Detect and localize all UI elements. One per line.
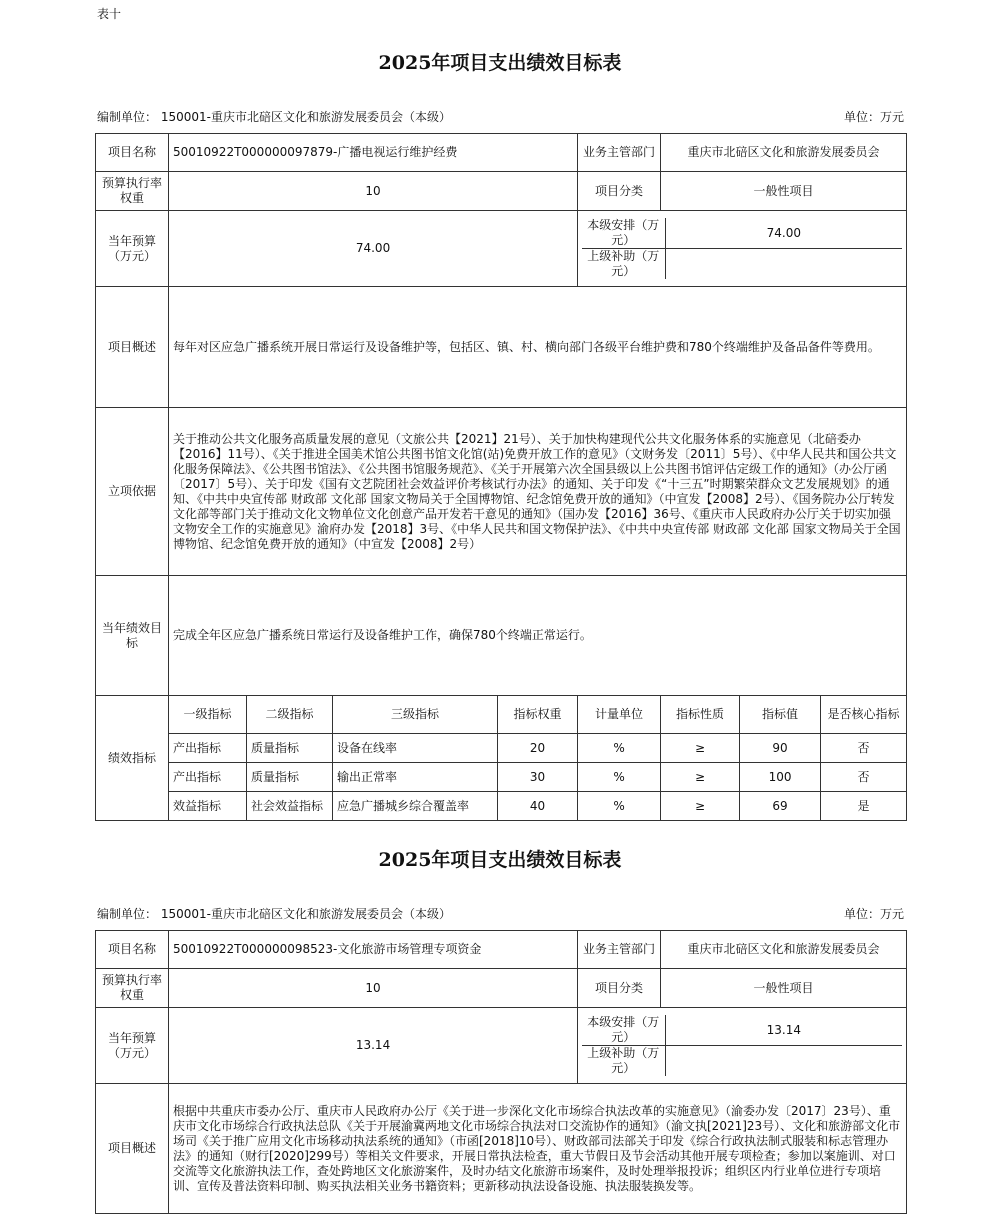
unit-text: 单位：万元 — [843, 907, 904, 921]
overview-text: 每年对区应急广播系统开展日常运行及设备维护等，包括区、镇、村、横向部门各级平台维护费和780个终端维护及备品备件等费用。 — [169, 287, 907, 408]
org-value: 150001-重庆市北碚区文化和旅游发展委员会（本级） — [160, 110, 451, 124]
category-value: 一般性项目 — [661, 969, 907, 1008]
indicator-header: 指标性质 — [661, 696, 740, 734]
indicator-cell: 否 — [821, 734, 907, 763]
indicator-header: 计量单位 — [578, 696, 661, 734]
label-upper: 上级补助（万元） — [582, 249, 665, 280]
org-value: 150001-重庆市北碚区文化和旅游发展委员会（本级） — [160, 907, 451, 921]
overview-text: 根据中共重庆市委办公厅、重庆市人民政府办公厅《关于进一步深化文化市场综合执法改革的实施意见》（渝委办发〔2017〕23号）、重庆市文化市场综合行政执法总队《关于开展渝冀两地文化市场综合执法对口交流协作的通知》（渝文执[2021]23号）、文化和旅游部文化市场司《关于推广应用文化市场移动执法系统的通知》（市函[2018]10号）、财政部司法部关于印发《综合行政执法制式服装和标志管理办法》的通知（财行[2020]299号）等相关文件要求，开展日常执法检查，重大节假日及节会活动其他开展专项检查；参加以案施训、对口交流等文化旅游执法工作，查处跨地区文化旅游案件，及时办结文化旅游市场案件，及时处理举报投诉；组织区内行业单位进行专项培训、宣传及普法资料印制、购买执法相关业务书籍资料；更新移动执法设备设施、执法服装换发等。 — [169, 1084, 907, 1214]
indicator-cell: 输出正常率 — [333, 763, 498, 792]
dept-value: 重庆市北碚区文化和旅游发展委员会 — [661, 134, 907, 172]
label-dept: 业务主管部门 — [578, 134, 661, 172]
meta-row — [97, 108, 904, 125]
label-weight: 预算执行率权重 — [96, 969, 169, 1008]
budget-upper — [665, 1046, 902, 1077]
indicator-cell: % — [578, 734, 661, 763]
label-goal: 当年绩效目标 — [96, 576, 169, 696]
indicator-cell: ≥ — [661, 763, 740, 792]
label-upper: 上级补助（万元） — [582, 1046, 665, 1077]
label-indicators: 绩效指标 — [96, 696, 169, 821]
label-category: 项目分类 — [578, 172, 661, 211]
indicator-cell: 效益指标 — [169, 792, 247, 821]
label-project-name: 项目名称 — [96, 931, 169, 969]
indicator-cell: 产出指标 — [169, 763, 247, 792]
performance-table-1 — [95, 133, 907, 821]
indicator-cell: 产出指标 — [169, 734, 247, 763]
indicator-cell: 社会效益指标 — [247, 792, 333, 821]
label-basis: 立项依据 — [96, 408, 169, 576]
budget-upper — [665, 249, 902, 280]
indicator-header: 二级指标 — [247, 696, 333, 734]
label-budget: 当年预算（万元） — [96, 1008, 169, 1084]
indicator-header: 指标权重 — [498, 696, 578, 734]
label-overview: 项目概述 — [96, 287, 169, 408]
indicator-cell: 质量指标 — [247, 734, 333, 763]
indicator-cell: % — [578, 763, 661, 792]
indicator-header: 指标值 — [740, 696, 821, 734]
project-name: 50010922T000000097879-广播电视运行维护经费 — [169, 134, 578, 172]
table-row — [96, 792, 907, 821]
indicator-header: 一级指标 — [169, 696, 247, 734]
indicator-cell: 40 — [498, 792, 578, 821]
indicator-cell: ≥ — [661, 792, 740, 821]
budget-local: 13.14 — [665, 1015, 902, 1046]
budget-breakdown — [578, 211, 907, 287]
page-title: 2025年项目支出绩效目标表 — [378, 52, 622, 74]
weight-value: 10 — [169, 969, 578, 1008]
indicator-cell: 20 — [498, 734, 578, 763]
basis-text: 关于推动公共文化服务高质量发展的意见（文旅公共【2021】21号）、关于加快构建现代公共文化服务体系的实施意见（北碚委办【2016】11号）、《关于推进全国美术馆公共图书馆文化馆(站)免费开放工作的意见》（文财务发〔2011〕5号）、《中华人民共和国公共文化服务保障法》、《公共图书馆法》、《公共图书馆服务规范》、《关于开展第六次全国县级以上公共图书馆评估定级工作的通知》（办公厅函〔2017〕5号）、关于印发《国有文艺院团社会效益评价考核试行办法》的通知、关于印发《“十三五”时期繁荣群众文艺发展规划》的通知、《中共中央宣传部 财政部 文化部 国家文物局关于全国博物馆、纪念馆免费开放的通知》（中宣发【2008】2号）、《国务院办公厅转发文化部等部门关于推动文化文物单位文化创意产品开发若干意见的通知》（国办发【2016】36号、《重庆市人民政府办公厅关于切实加强文物安全工作的实施意见》渝府办发【2018】3号、《中华人民共和国文物保护法》、《中共中央宣传部 财政部 文化部 国家文物局关于全国博物馆、纪念馆免费开放的通知》（中宣发【2008】2号） — [169, 408, 907, 576]
indicator-cell: 应急广播城乡综合覆盖率 — [333, 792, 498, 821]
label-budget: 当年预算（万元） — [96, 211, 169, 287]
budget-local: 74.00 — [665, 218, 902, 249]
budget-total: 13.14 — [169, 1008, 578, 1084]
label-overview: 项目概述 — [96, 1084, 169, 1214]
indicator-cell: 100 — [740, 763, 821, 792]
budget-total: 74.00 — [169, 211, 578, 287]
project-name: 50010922T000000098523-文化旅游市场管理专项资金 — [169, 931, 578, 969]
unit-text: 单位：万元 — [843, 110, 904, 124]
indicator-cell: 质量指标 — [247, 763, 333, 792]
indicator-cell: 69 — [740, 792, 821, 821]
category-value: 一般性项目 — [661, 172, 907, 211]
indicator-cell: 设备在线率 — [333, 734, 498, 763]
performance-table-2 — [95, 930, 907, 1214]
org-label: 编制单位： — [97, 110, 158, 124]
label-local: 本级安排（万元） — [582, 1015, 665, 1046]
indicator-cell: 90 — [740, 734, 821, 763]
label-category: 项目分类 — [578, 969, 661, 1008]
indicator-cell: 否 — [821, 763, 907, 792]
label-weight: 预算执行率权重 — [96, 172, 169, 211]
indicator-cell: % — [578, 792, 661, 821]
label-project-name: 项目名称 — [96, 134, 169, 172]
indicator-header: 是否核心指标 — [821, 696, 907, 734]
weight-value: 10 — [169, 172, 578, 211]
meta-row — [97, 905, 904, 922]
indicator-header: 三级指标 — [333, 696, 498, 734]
label-local: 本级安排（万元） — [582, 218, 665, 249]
label-dept: 业务主管部门 — [578, 931, 661, 969]
table-row — [96, 734, 907, 763]
page-title: 2025年项目支出绩效目标表 — [378, 849, 622, 871]
budget-breakdown — [578, 1008, 907, 1084]
table-row — [96, 763, 907, 792]
indicator-cell: 是 — [821, 792, 907, 821]
table-number-label: 表十 — [97, 7, 122, 21]
indicator-cell: ≥ — [661, 734, 740, 763]
indicator-cell: 30 — [498, 763, 578, 792]
org-label: 编制单位： — [97, 907, 158, 921]
goal-text: 完成全年区应急广播系统日常运行及设备维护工作，确保780个终端正常运行。 — [169, 576, 907, 696]
dept-value: 重庆市北碚区文化和旅游发展委员会 — [661, 931, 907, 969]
